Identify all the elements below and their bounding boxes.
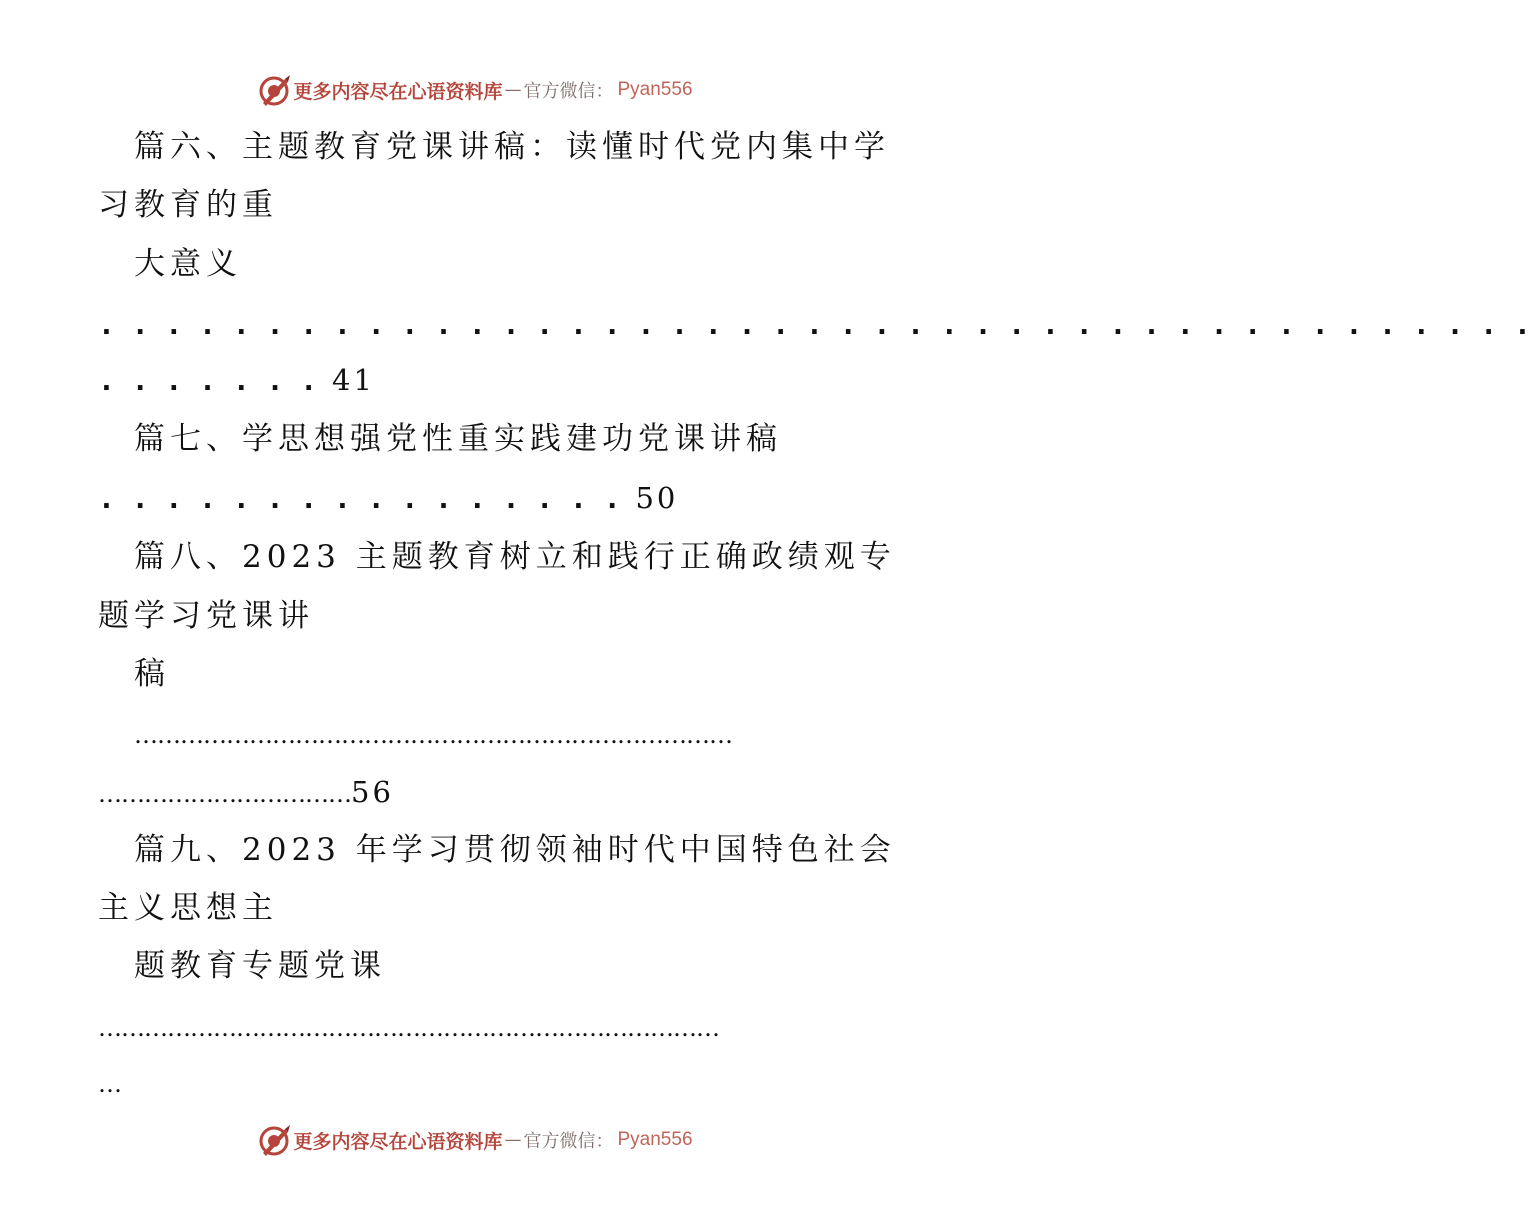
toc-entry-8-line-1: 篇八、2023 主题教育树立和践行正确政绩观专	[134, 539, 896, 575]
toc-entry-7-page-number: 50	[635, 481, 679, 515]
toc-entry-6-leader-2: . . . . . . .	[98, 364, 318, 397]
toc-entry-6-leader-1: . . . . . . . . . . . . . . . . . . . . . . . . . . . . . . . . . . . . . . . . . . .	[98, 308, 1531, 341]
toc-entry-6-leader-row	[98, 360, 375, 401]
footer-wechat-label: 官方微信：	[523, 1131, 614, 1152]
toc-entry-8-line-2: 题学习党课讲	[98, 598, 314, 634]
toc-entry-7-leader-row	[98, 478, 678, 519]
header-banner	[0, 70, 950, 110]
brand-logo-icon	[257, 1123, 291, 1157]
toc-entry-8-leader-2: ……………………………	[98, 780, 351, 808]
footer-separator: —	[504, 1130, 522, 1150]
toc-entry-6-page-number: 41	[332, 363, 375, 397]
toc-entry-8-line-3: 稿	[134, 656, 170, 692]
footer-wechat-id: Pyan556	[617, 1129, 693, 1150]
footer-banner	[0, 1120, 950, 1160]
toc-entry-7-line-1: 篇七、学思想强党性重实践建功党课讲稿	[134, 421, 782, 457]
header-brand-text: 更多内容尽在心语资料库	[293, 80, 503, 103]
toc-entry-6-line-1: 篇六、主题教育党课讲稿：读懂时代党内集中学	[134, 129, 890, 165]
toc-entry-9-leader-2: …	[98, 1070, 121, 1098]
header-separator: —	[504, 80, 522, 100]
footer-brand-text: 更多内容尽在心语资料库	[293, 1130, 503, 1153]
toc-entry-6-line-2: 习教育的重	[98, 187, 278, 223]
toc-entry-7-leader-1: . . . . . . . . . . . . . . . .	[98, 482, 621, 515]
header-wechat-label: 官方微信：	[523, 81, 614, 102]
toc-entry-9-line-2: 主义思想主	[98, 890, 278, 926]
toc-entry-9-line-1: 篇九、2023 年学习贯彻领袖时代中国特色社会	[134, 832, 896, 868]
toc-entry-9-line-3: 题教育专题党课	[134, 948, 386, 984]
brand-logo-icon	[257, 73, 291, 107]
header-wechat-id: Pyan556	[617, 79, 693, 100]
toc-entry-6-line-3: 大意义	[134, 246, 242, 282]
toc-entry-8-page-number: 56	[351, 775, 394, 809]
toc-entry-8-leader-row	[98, 772, 394, 814]
toc-entry-8-leader-1: ……………………………………………………………………	[134, 721, 732, 749]
toc-entry-9-leader-1: ………………………………………………………………………	[98, 1014, 719, 1042]
